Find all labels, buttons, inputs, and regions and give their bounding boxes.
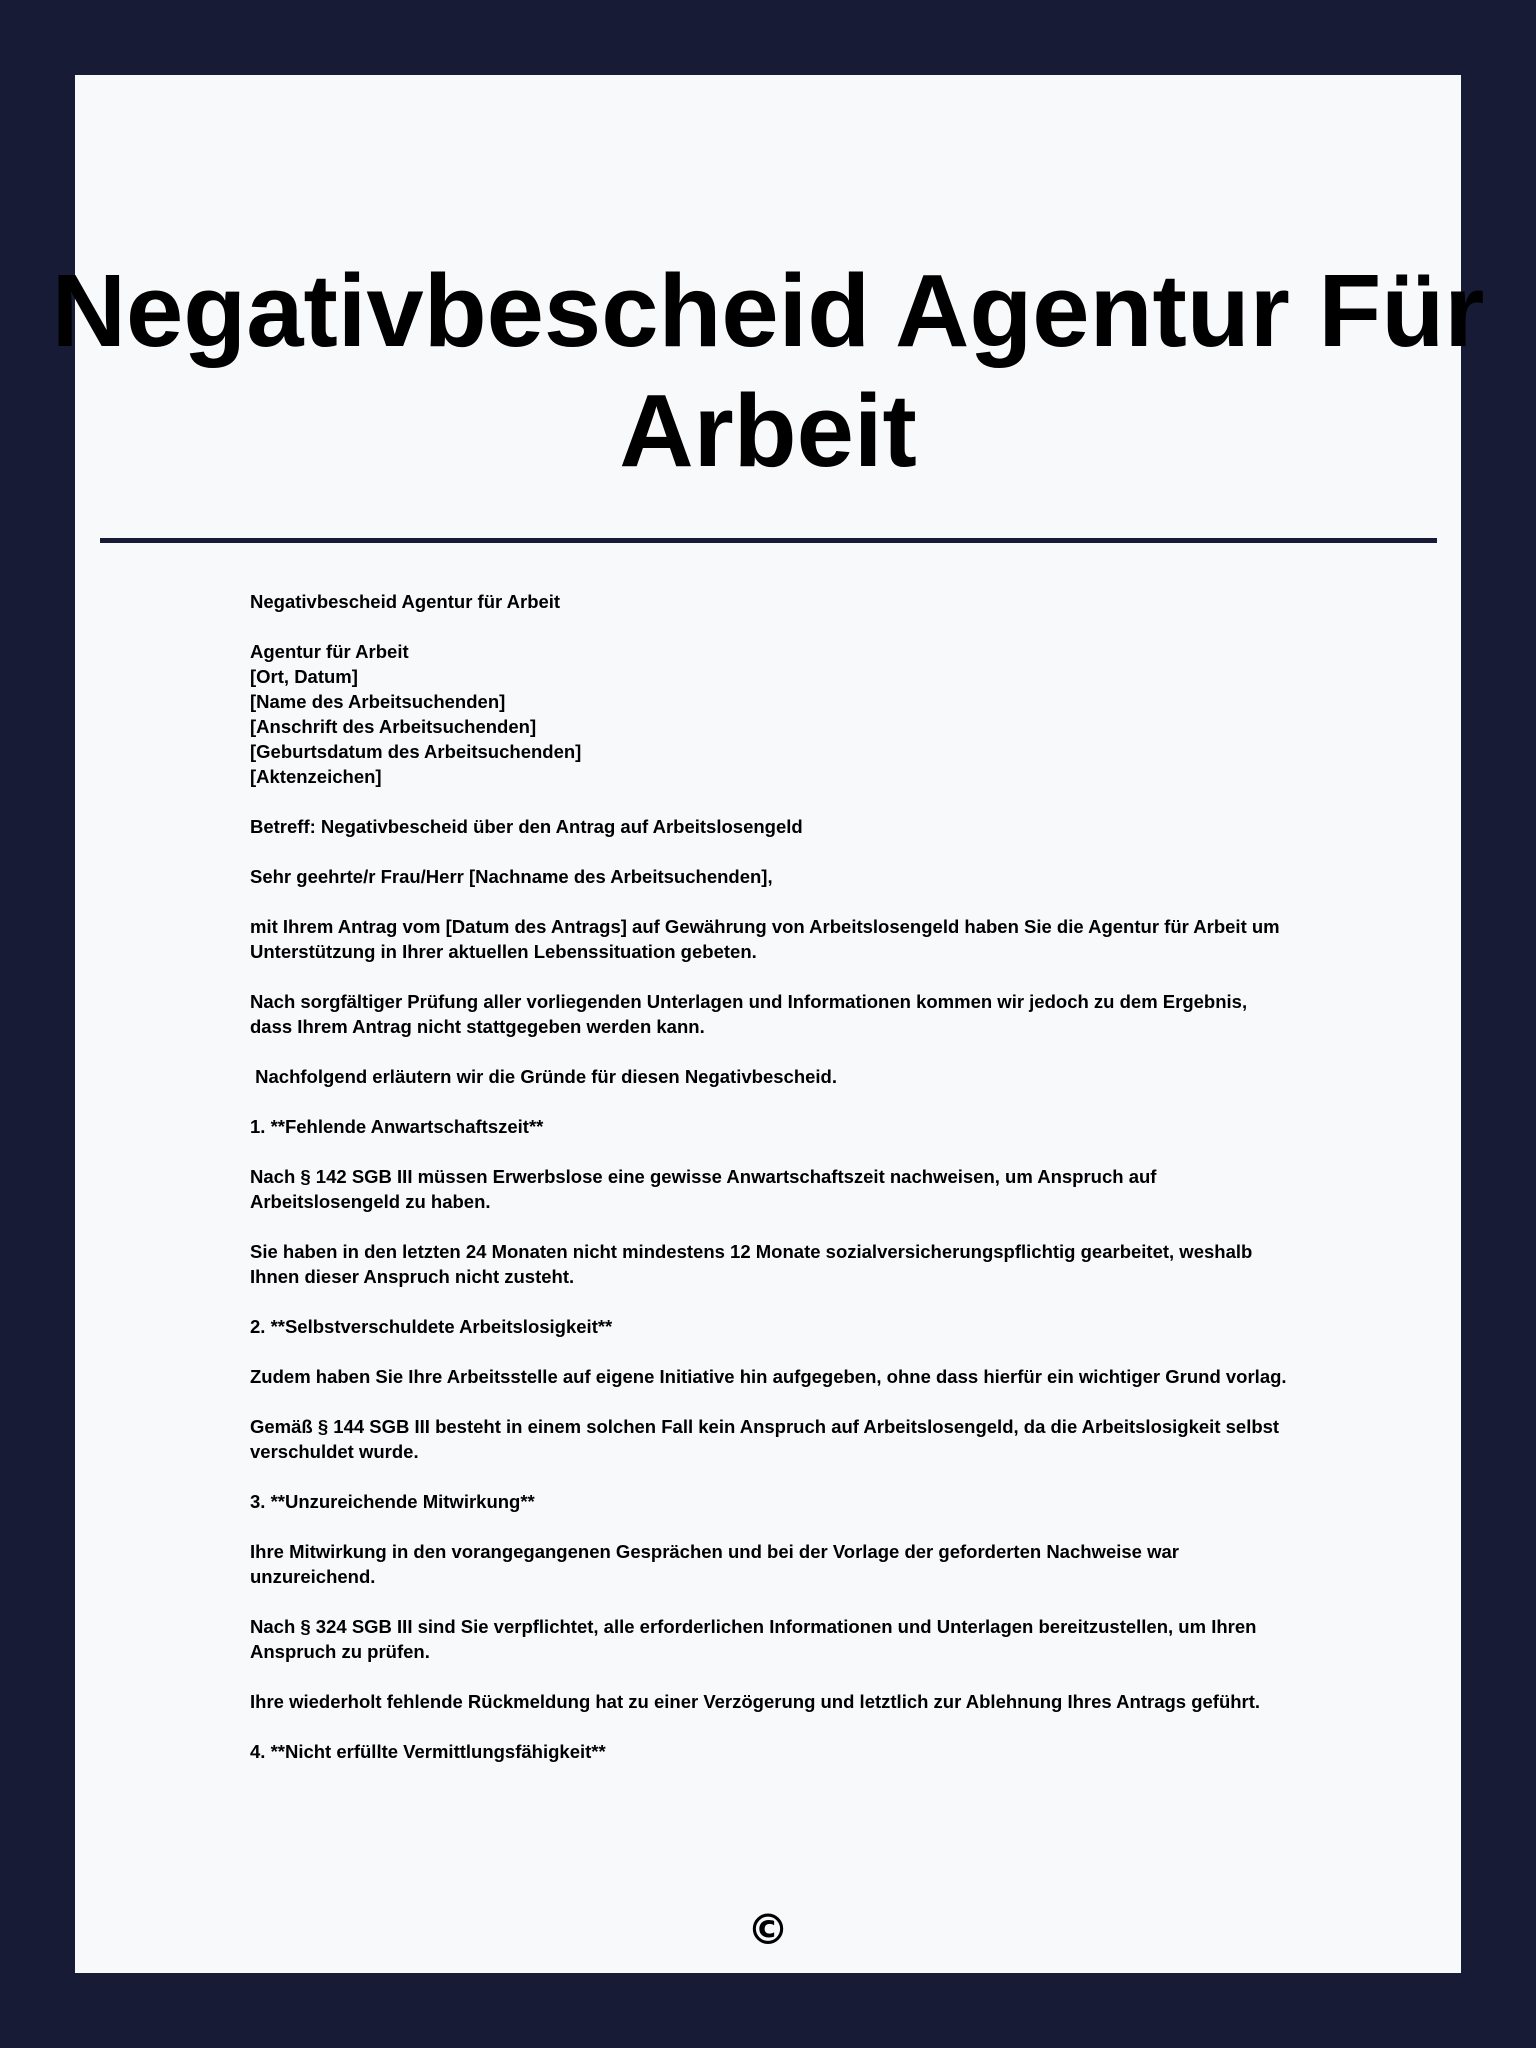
reason-4-heading: 4. **Nicht erfüllte Vermittlungsfähigkeit** (250, 1741, 606, 1762)
letter-salutation: Sehr geehrte/r Frau/Herr [Nachname des Arbeitsuchenden], (250, 866, 773, 887)
address-block (250, 639, 1290, 789)
address-line-birthdate: [Geburtsdatum des Arbeitsuchenden] (250, 741, 582, 762)
letter-subject: Betreff: Negativbescheid über den Antrag auf Arbeitslosengeld (250, 816, 803, 837)
reason-1-heading: 1. **Fehlende Anwartschaftszeit** (250, 1116, 544, 1137)
address-line-file-number: [Aktenzeichen] (250, 766, 382, 787)
reason-3-paragraph-c: Ihre wiederholt fehlende Rückmeldung hat zu einer Verzögerung und letztlich zur Ablehnung Ihres Antrags geführt. (250, 1691, 1261, 1712)
paragraph-result: Nach sorgfältiger Prüfung aller vorliegenden Unterlagen und Informationen kommen wir jedoch zu dem Ergebnis, dass Ihrem Antrag nicht stattgegeben werden kann. (250, 991, 1253, 1037)
paragraph-reasons-intro: Nachfolgend erläutern wir die Gründe für diesen Negativbescheid. (250, 1066, 837, 1087)
address-line-place-date: [Ort, Datum] (250, 666, 358, 687)
copyright-icon: © (747, 1905, 789, 1954)
paragraph-intro: mit Ihrem Antrag vom [Datum des Antrags] auf Gewährung von Arbeitslosengeld haben Sie die Agentur für Arbeit um Unterstützung in Ihrer aktuellen Lebenssituation gebeten. (250, 916, 1285, 962)
reason-2-paragraph-b: Gemäß § 144 SGB III besteht in einem solchen Fall kein Anspruch auf Arbeitslosengeld, da die Arbeitslosigkeit selbst verschuldet wurde. (250, 1416, 1285, 1462)
page-title (0, 251, 1536, 491)
page-title-line-1: Negativbescheid Agentur Für (51, 253, 1485, 368)
reason-2-heading: 2. **Selbstverschuldete Arbeitslosigkeit** (250, 1316, 613, 1337)
reason-1-paragraph-a: Nach § 142 SGB III müssen Erwerbslose eine gewisse Anwartschaftszeit nachweisen, um Anspruch auf Arbeitslosengeld zu haben. (250, 1166, 1161, 1212)
address-line-name: [Name des Arbeitsuchenden] (250, 691, 506, 712)
reason-3-heading: 3. **Unzureichende Mitwirkung** (250, 1491, 535, 1512)
letter-body (250, 589, 1290, 1789)
page-title-line-2: Arbeit (619, 373, 917, 488)
reason-3-paragraph-b: Nach § 324 SGB III sind Sie verpflichtet, alle erforderlichen Informationen und Unterlagen bereitzustellen, um Ihren Anspruch zu prüfen. (250, 1616, 1261, 1662)
address-line-address: [Anschrift des Arbeitsuchenden] (250, 716, 537, 737)
reason-1-paragraph-b: Sie haben in den letzten 24 Monaten nicht mindestens 12 Monate sozialversicherungspflichtig gearbeitet, weshalb Ihnen dieser Anspruch nicht zusteht. (250, 1241, 1258, 1287)
letter-heading: Negativbescheid Agentur für Arbeit (250, 591, 561, 612)
document-page (51, 75, 1485, 1973)
title-divider (100, 538, 1437, 543)
reason-2-paragraph-a: Zudem haben Sie Ihre Arbeitsstelle auf eigene Initiative hin aufgegeben, ohne dass hierfür ein wichtiger Grund vorlag. (250, 1366, 1287, 1387)
reason-3-paragraph-a: Ihre Mitwirkung in den vorangegangenen Gesprächen und bei der Vorlage der geforderten Nachweise war unzureichend. (250, 1541, 1185, 1587)
address-line-agency: Agentur für Arbeit (250, 641, 409, 662)
